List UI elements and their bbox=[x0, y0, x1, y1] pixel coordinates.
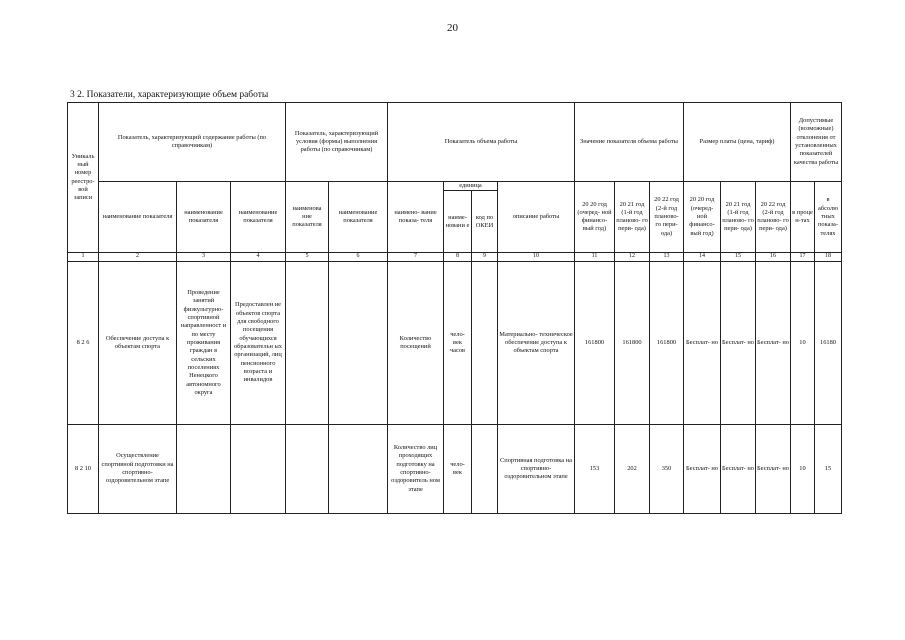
fee-2020-header: 20 20 год (очеред- ной финансо- вый год) bbox=[684, 182, 721, 253]
column-number: 18 bbox=[815, 253, 842, 262]
deviations-header: Допустимые (возможные) отклонения от установленных показателей качества работы bbox=[791, 103, 842, 182]
unique-number-header: Уникаль ный номер реестро- вой записи bbox=[68, 103, 99, 253]
content-cell: Обеспечение доступа к объектам спорта bbox=[99, 262, 177, 425]
column-numbers-row bbox=[68, 253, 842, 262]
fee-cell: Бесплат- но bbox=[756, 425, 791, 514]
fee-cell: Бесплат- но bbox=[684, 262, 721, 425]
content-indicator-header: Показатель, характеризующий содержание работы (по справочникам) bbox=[99, 103, 286, 182]
table-row bbox=[68, 425, 842, 514]
registry-code: 8 2 10 bbox=[68, 425, 99, 514]
column-number: 17 bbox=[791, 253, 815, 262]
unit-name-cell: чело- век bbox=[444, 425, 472, 514]
name-indicator-3: наименование показателя bbox=[231, 182, 286, 253]
deviation-absolute-cell: 15 bbox=[815, 425, 842, 514]
content-cell bbox=[231, 425, 286, 514]
column-number: 16 bbox=[756, 253, 791, 262]
column-number: 12 bbox=[615, 253, 650, 262]
value-cell: 161800 bbox=[650, 262, 684, 425]
condition-cell bbox=[286, 262, 329, 425]
volume-value-header: Значение показателя объема работы bbox=[575, 103, 684, 182]
volume-indicator-header: Показатель объема работы bbox=[388, 103, 575, 182]
column-number: 7 bbox=[388, 253, 444, 262]
fee-2022-header: 20 22 год (2-й год планово- го пери- ода) bbox=[756, 182, 791, 253]
column-number: 13 bbox=[650, 253, 684, 262]
condition-cell bbox=[329, 262, 388, 425]
value-cell: 161800 bbox=[615, 262, 650, 425]
content-cell: Осуществление спортивной подготовки на спортивно- оздоровительном этапе bbox=[99, 425, 177, 514]
okei-code-header: код по ОКЕИ bbox=[472, 191, 498, 253]
column-number: 8 bbox=[444, 253, 472, 262]
fee-cell: Бесплат- но bbox=[721, 425, 756, 514]
column-number: 4 bbox=[231, 253, 286, 262]
absolute-header: в абсолю тных показа- телях bbox=[815, 182, 842, 253]
deviation-percent-cell: 10 bbox=[791, 262, 815, 425]
indicator-name-header: наимено- вание показа- теля bbox=[388, 182, 444, 253]
content-cell: Проведение занятий физкультурно- спортивной направленност и по месту проживания граждан в сельских поселениях Ненецкого автономного округа bbox=[177, 262, 231, 425]
okei-code-cell bbox=[472, 425, 498, 514]
work-description-cell: Спортивная подготовка на спортивно- оздоровительном этапе bbox=[498, 425, 575, 514]
column-number: 9 bbox=[472, 253, 498, 262]
name-indicator-5: наименование показателя bbox=[329, 182, 388, 253]
deviation-absolute-cell: 16180 bbox=[815, 262, 842, 425]
work-description-header: описание работы bbox=[498, 182, 575, 253]
column-number: 2 bbox=[99, 253, 177, 262]
value-cell: 161800 bbox=[575, 262, 615, 425]
name-indicator-4: наименова ние показателя bbox=[286, 182, 329, 253]
work-volume-table bbox=[67, 102, 842, 514]
fee-cell: Бесплат- но bbox=[684, 425, 721, 514]
name-indicator-2: наименование показателя bbox=[177, 182, 231, 253]
fee-cell: Бесплат- но bbox=[756, 262, 791, 425]
in-percent-header: в проце н-тах bbox=[791, 182, 815, 253]
registry-code: 8 2 6 bbox=[68, 262, 99, 425]
work-description-cell: Материально- техническое обеспечение доступа к объектам спорта bbox=[498, 262, 575, 425]
column-number: 1 bbox=[68, 253, 99, 262]
column-number: 11 bbox=[575, 253, 615, 262]
value-cell: 153 bbox=[575, 425, 615, 514]
year-2020-header: 20 20 год (очеред- ной финансо- вый год) bbox=[575, 182, 615, 253]
condition-cell bbox=[329, 425, 388, 514]
indicator-name-cell: Количество лиц проходящих подготовку на спортивно- оздоровитель ном этапе bbox=[388, 425, 444, 514]
page-number: 20 bbox=[447, 22, 458, 34]
column-number: 10 bbox=[498, 253, 575, 262]
value-cell: 350 bbox=[650, 425, 684, 514]
content-cell bbox=[177, 425, 231, 514]
column-number: 5 bbox=[286, 253, 329, 262]
name-indicator-1: наименование показателя bbox=[99, 182, 177, 253]
unit-name-cell: чело- век часов bbox=[444, 262, 472, 425]
table-row bbox=[68, 262, 842, 425]
column-number: 3 bbox=[177, 253, 231, 262]
section-title: 3 2. Показатели, характеризующие объем работы bbox=[70, 90, 269, 100]
year-2021-header: 20 21 год (1-й год планово- го пери- ода) bbox=[615, 182, 650, 253]
conditions-indicator-header: Показатель, характеризующий условия (формы) выполнения работы (по справочникам) bbox=[286, 103, 388, 182]
okei-code-cell bbox=[472, 262, 498, 425]
column-number: 6 bbox=[329, 253, 388, 262]
fee-2021-header: 20 21 год (1-й год планово- го пери- ода) bbox=[721, 182, 756, 253]
year-2022-header: 20 22 год (2-й год планово- го пери- ода) bbox=[650, 182, 684, 253]
column-number: 14 bbox=[684, 253, 721, 262]
content-cell: Предоставлен ие объектов спорта для свободного посещения обучающихся образовательн ых организаций, лиц пенсионного возраста и инвалидов bbox=[231, 262, 286, 425]
indicator-name-cell: Количество посещений bbox=[388, 262, 444, 425]
fee-size-header: Размер платы (цена, тариф) bbox=[684, 103, 791, 182]
column-number: 15 bbox=[721, 253, 756, 262]
deviation-percent-cell: 10 bbox=[791, 425, 815, 514]
unit-header: единица bbox=[444, 182, 498, 191]
fee-cell: Бесплат- но bbox=[721, 262, 756, 425]
value-cell: 202 bbox=[615, 425, 650, 514]
unit-name-header: наиме- новани е bbox=[444, 191, 472, 253]
condition-cell bbox=[286, 425, 329, 514]
